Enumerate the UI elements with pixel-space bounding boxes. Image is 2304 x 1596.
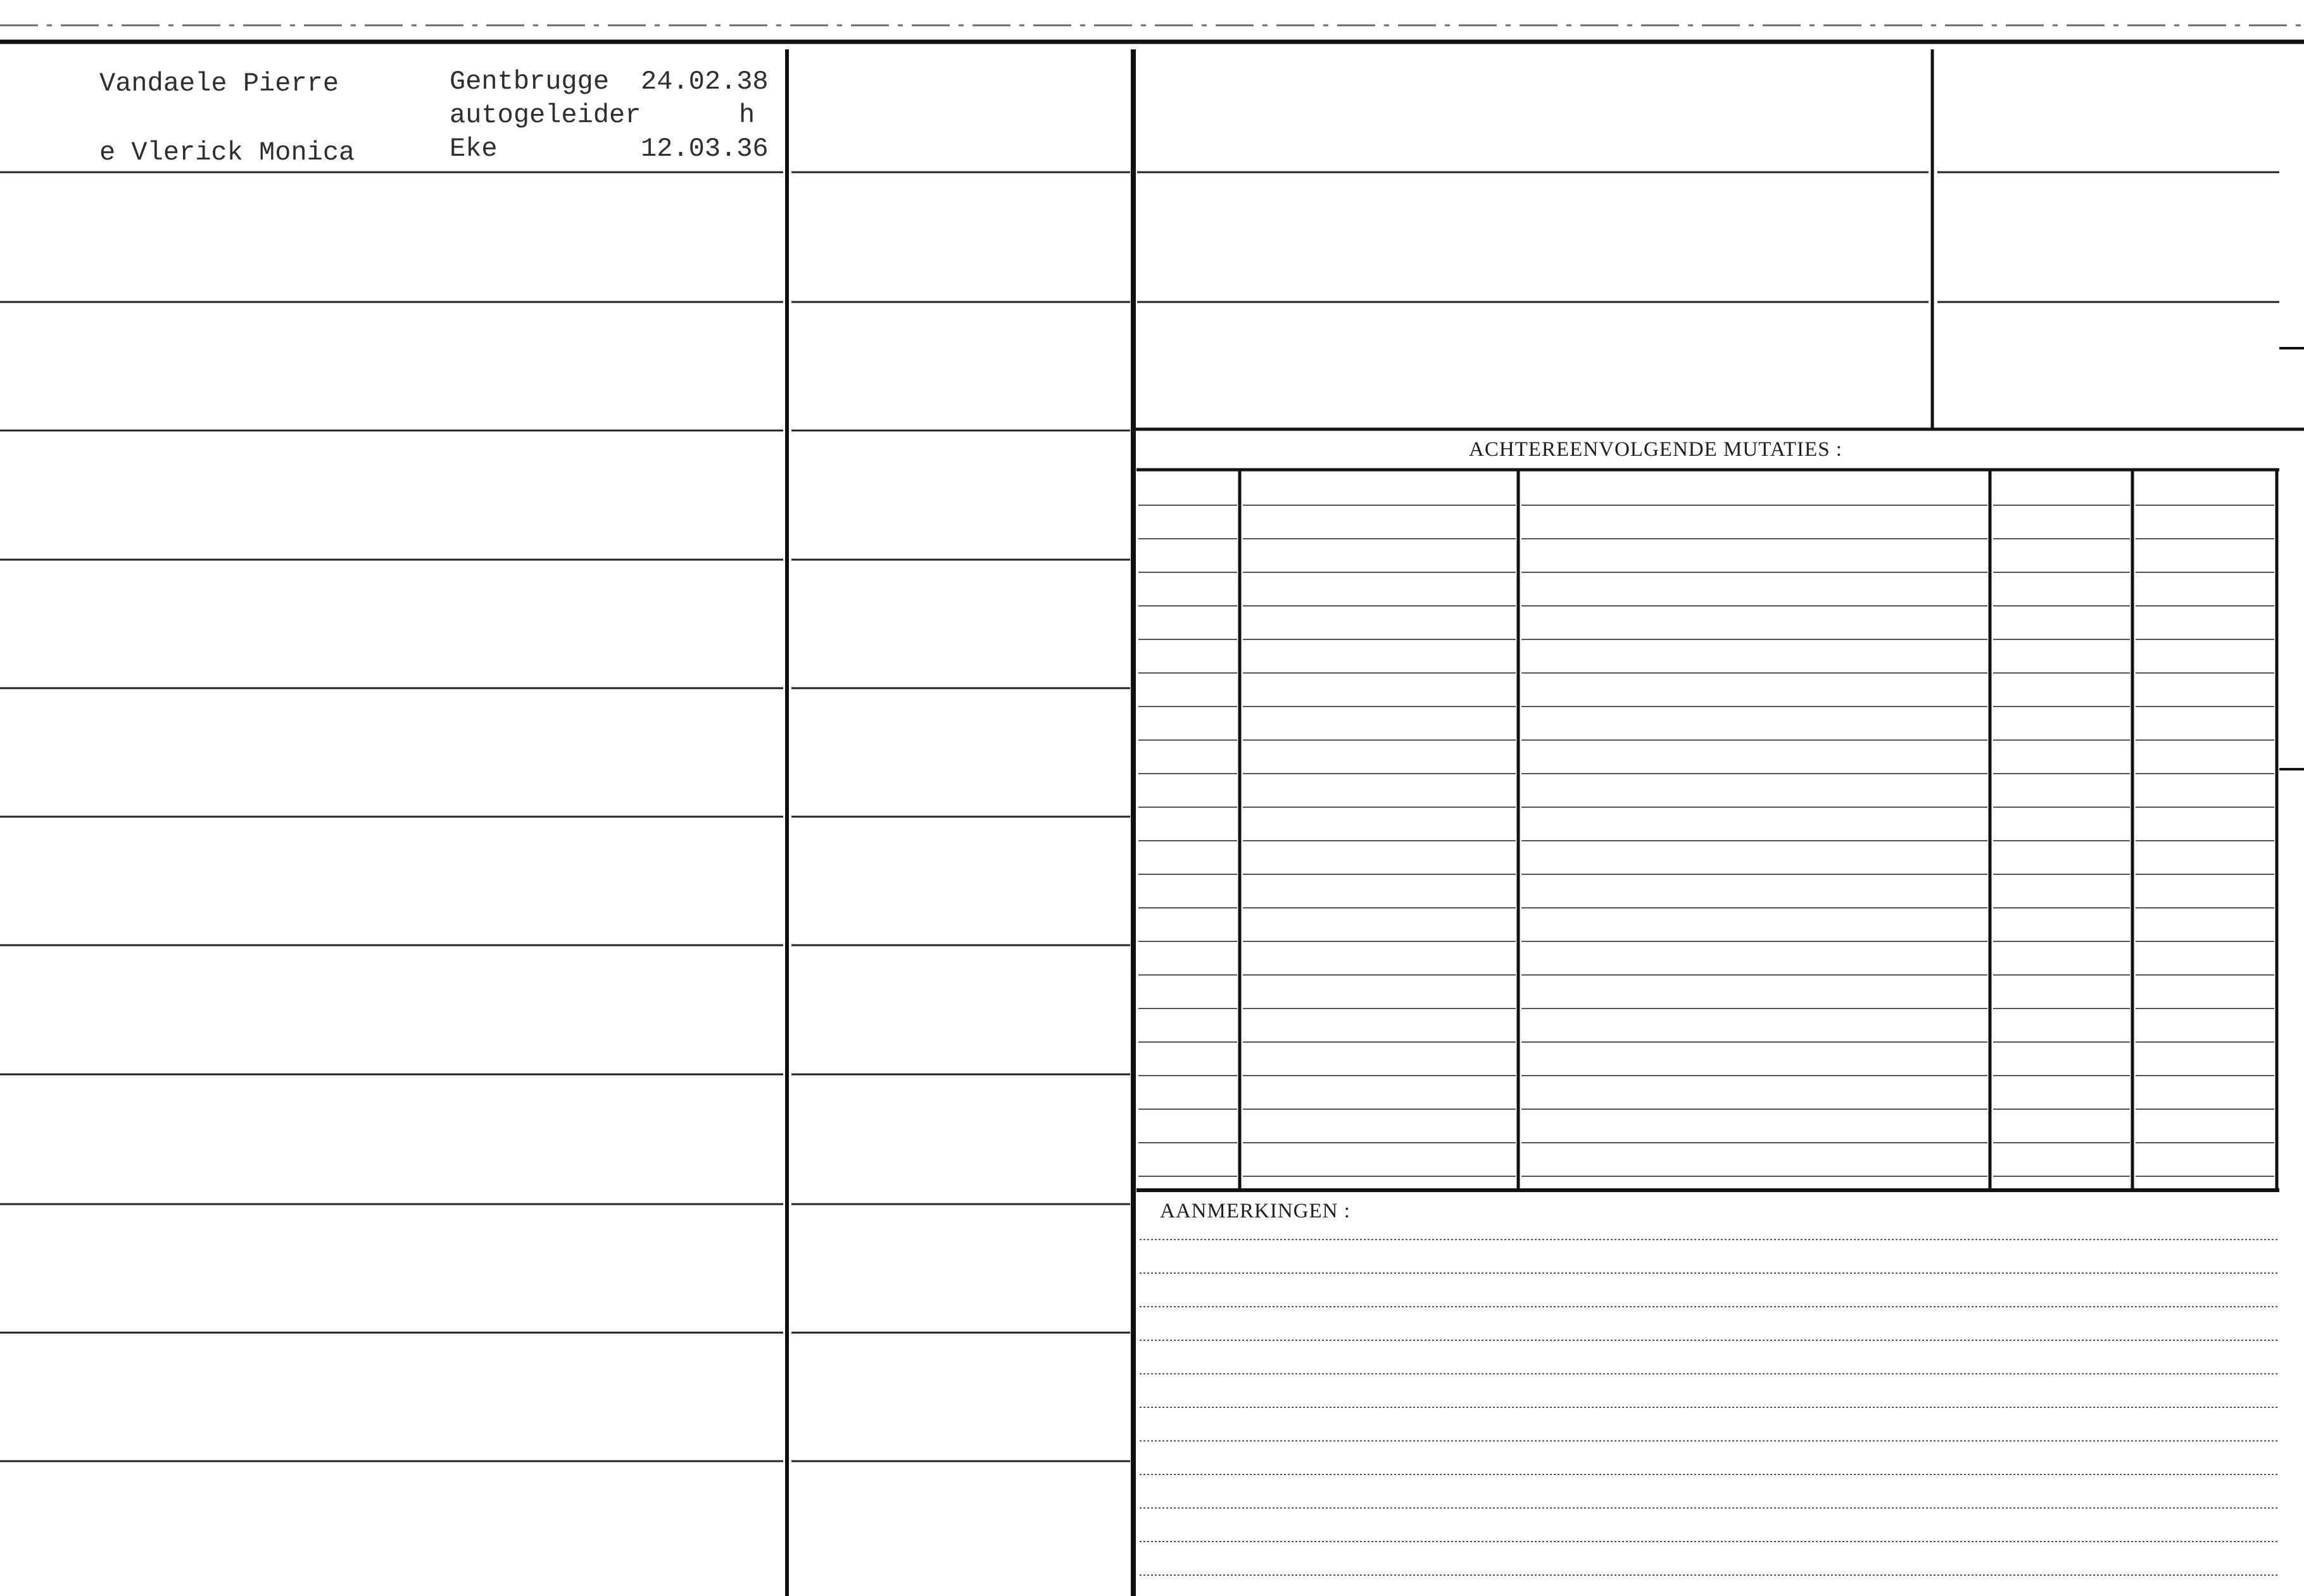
mutaties-title: ACHTEREENVOLGENDE MUTATIES :: [1469, 438, 1842, 461]
aanmerkingen-dotted-lines: [1140, 1240, 2279, 1575]
top-right-rules: [1137, 172, 2279, 302]
mutaties-row-rules: [1138, 505, 2274, 1176]
birth-place-2: Eke: [450, 134, 498, 164]
spouse-2-name: e Vlerick Monica: [99, 137, 355, 168]
mutaties-column-lines: [1240, 470, 2277, 1190]
household-row-rules: [0, 172, 1130, 1461]
birth-date-1: 24.02.38: [641, 66, 769, 97]
occupation: autogeleider: [450, 100, 641, 130]
aanmerkingen-title: AANMERKINGEN :: [1160, 1200, 1350, 1222]
birth-date-2: 12.03.36: [641, 134, 769, 164]
birth-place-1: Gentbrugge: [450, 66, 610, 97]
spouse-1-name: Vandaele Pierre: [99, 68, 339, 99]
marker-letter: h: [739, 100, 755, 130]
